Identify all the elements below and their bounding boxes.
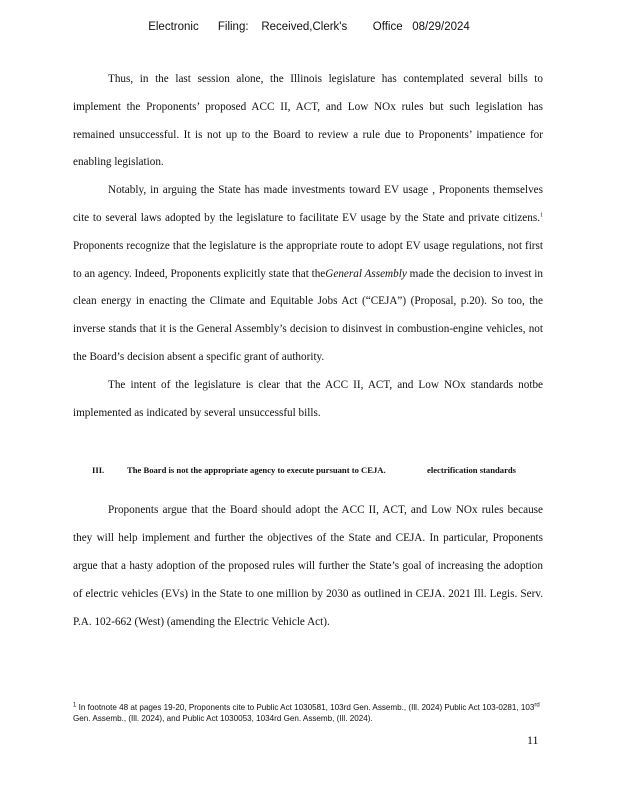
section-title-continued: electrification standards [427,465,517,475]
footnote-text-a: In footnote 48 at pages 19-20, Proponents cite to Public Act 1030581, 103rd Gen. Assemb., (Ill. 2024) Public Act 103-0281, 103 [76,703,535,712]
section-heading [92,465,522,476]
footnote-reference: 1 [540,212,543,219]
section-number: III. [92,465,105,475]
section-title: The Board is not the appropriate agency to execute pursuant to CEJA. [127,465,386,475]
footnote-text-b: Gen. Assemb., (Ill. 2024), and Public Act 1030053, 1034rd Gen. Assemb, (Ill. 2024). [73,713,373,723]
footnote-superscript: rd [534,702,540,709]
footnote [73,703,545,724]
paragraph-ev-text-b: Proponents recognize that the legislature is the appropriate route to adopt EV usage regulations, not first to an agency. Indeed, Proponents explicitly state that the [73,239,543,280]
paragraph-legislative-intent: The intent of the legislature is clear that the ACC II, ACT, and Low NOx standards notbe implemented as indicated by several unsuccessful bills. [73,378,543,419]
electronic-filing-header: Electronic Filing: Received,Clerk's Office 08/29/2024 [148,21,470,33]
paragraph-legislative-session: Thus, in the last session alone, the Illinois legislature has contemplated several bills to implement the Proponents’ proposed ACC II, ACT, and Low NOx rules but such legislation has remained unsuccessful. It is not up to the Board to review a rule due to Proponents’ impatience for enabling legislation. [73,73,543,169]
paragraph-proponents-argue: Proponents argue that the Board should adopt the ACC II, ACT, and Low NOx rules because they will help implement and further the objectives of the State and CEJA. In particular, Proponents argue that a hasty adoption of the proposed rules will further the State’s goal of increasing the adoption of electric vehicles (EVs) in the State to one million by 2030 as outlined in CEJA. 2021 Ill. Legis. Serv. P.A. 102-662 (West) (amending the Electric Vehicle Act). [73,504,543,628]
paragraph-ev-text-a: Notably, in arguing the State has made investments toward EV usage , Proponents themselves cite to several laws adopted by the legislature to facilitate EV usage by the State and private citizens. [73,184,543,224]
footnote-mark: 1 [73,702,77,709]
paragraph-ev-text-c: made the decision to invest in clean energy in enacting the Climate and Equitable Jobs Act (“CEJA”) (Proposal, p.20). So too, the inverse stands that it is the General Assembly’s decision to disinvest in combustion-engine vehicles, not the Board’s decision absent a specific grant of authority. [73,267,543,363]
body-text-section-three [73,496,543,636]
body-text [73,66,543,427]
page-number: 11 [527,733,539,747]
general-assembly-italic: General Assembly [325,267,407,280]
paragraph-ev-investments [73,177,543,372]
